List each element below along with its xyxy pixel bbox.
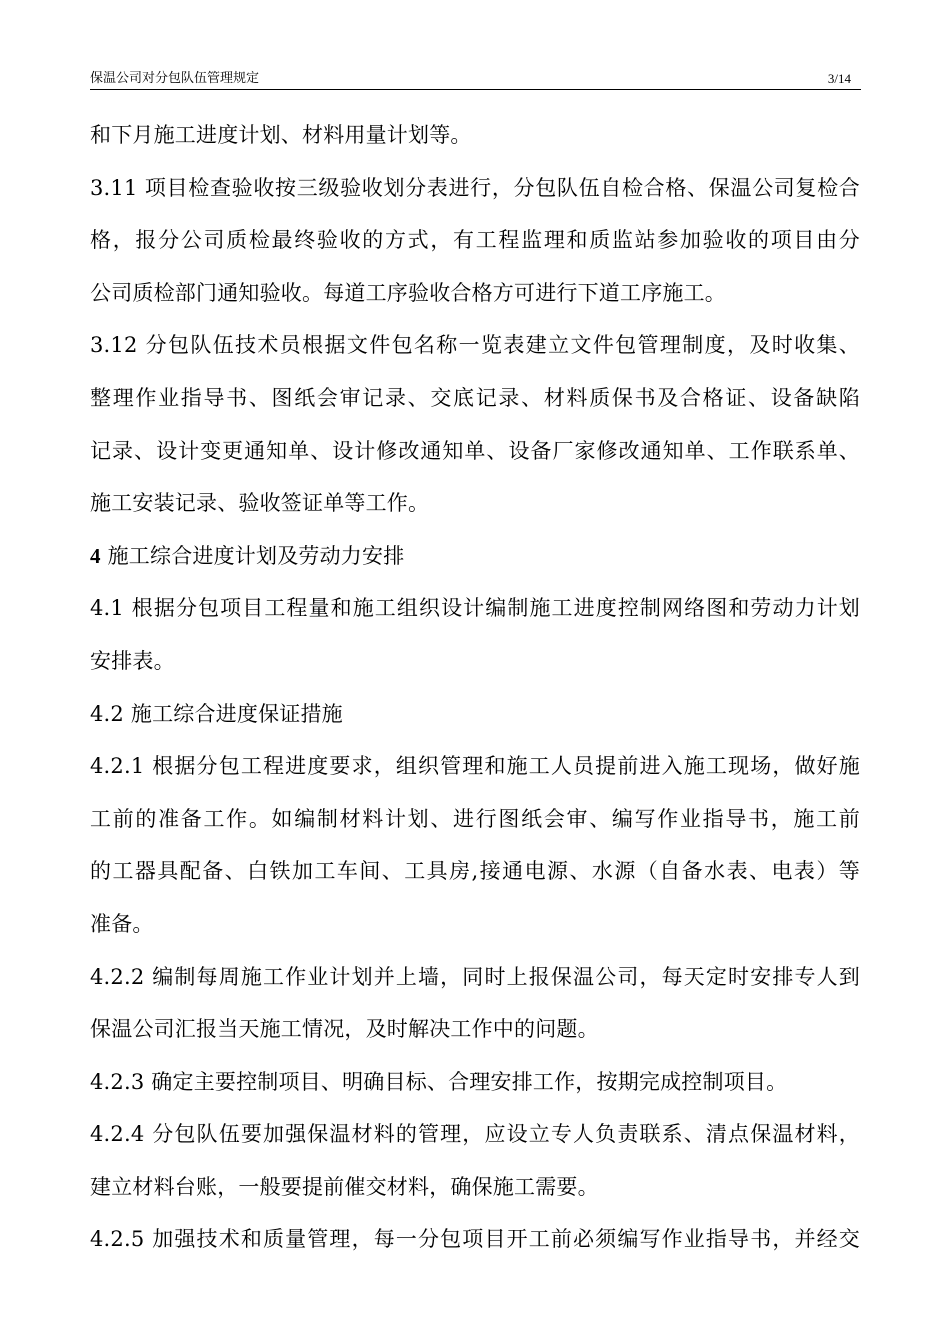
paragraph-line: 4.2.2 编制每周施工作业计划并上墙，同时上报保温公司，每天定时安排专人到 xyxy=(90,964,860,989)
page-header xyxy=(90,71,861,90)
paragraph-line: 的工器具配备、白铁加工车间、工具房,接通电源、水源（自备水表、电表）等 xyxy=(90,859,860,884)
paragraph-line: 4.2.5 加强技术和质量管理，每一分包项目开工前必须编写作业指导书，并经交 xyxy=(90,1227,860,1252)
paragraph-line: 工前的准备工作。如编制材料计划、进行图纸会审、编写作业指导书，施工前 xyxy=(90,806,860,831)
paragraph-line: 记录、设计变更通知单、设计修改通知单、设备厂家修改通知单、工作联系单、 xyxy=(90,438,860,463)
paragraph-line: 3.11 项目检查验收按三级验收划分表进行，分包队伍自检合格、保温公司复检合 xyxy=(90,175,860,200)
paragraph-line: 安排表。 xyxy=(90,648,175,673)
paragraph-line: 保温公司汇报当天施工情况，及时解决工作中的问题。 xyxy=(90,1017,599,1042)
paragraph-line: 施工安装记录、验收签证单等工作。 xyxy=(90,491,430,516)
paragraph-line: 公司质检部门通知验收。每道工序验收合格方可进行下道工序施工。 xyxy=(90,280,726,305)
paragraph-line: 3.12 分包队伍技术员根据文件包名称一览表建立文件包管理制度，及时收集、 xyxy=(90,333,860,358)
paragraph-line: 4.2.1 根据分包工程进度要求，组织管理和施工人员提前进入施工现场，做好施 xyxy=(90,754,860,779)
header-page-number: 3/14 xyxy=(827,71,851,86)
paragraph-line: 准备。 xyxy=(90,911,154,936)
paragraph-line: 4.2.3 确定主要控制项目、明确目标、合理安排工作，按期完成控制项目。 xyxy=(90,1069,788,1094)
header-title: 保温公司对分包队伍管理规定 xyxy=(90,71,260,86)
paragraph-line: 格，报分公司质检最终验收的方式，有工程监理和质监站参加验收的项目由分 xyxy=(90,228,860,253)
paragraph-line: 和下月施工进度计划、材料用量计划等。 xyxy=(90,123,472,147)
paragraph-line: 整理作业指导书、图纸会审记录、交底记录、材料质保书及合格证、设备缺陷 xyxy=(90,385,860,410)
section-heading-text: 施工综合进度计划及劳动力安排 xyxy=(107,543,405,568)
section-heading-number: 4 xyxy=(90,543,101,568)
section-heading xyxy=(90,534,860,587)
document-body xyxy=(90,113,860,1270)
paragraph-line: 建立材料台账，一般要提前催交材料，确保施工需要。 xyxy=(90,1174,599,1199)
paragraph-line: 4.2.4 分包队伍要加强保温材料的管理，应设立专人负责联系、清点保温材料， xyxy=(90,1122,860,1147)
paragraph-line: 4.1 根据分包项目工程量和施工组织设计编制施工进度控制网络图和劳动力计划 xyxy=(90,596,860,621)
subsection-heading: 4.2 施工综合进度保证措施 xyxy=(90,701,343,726)
